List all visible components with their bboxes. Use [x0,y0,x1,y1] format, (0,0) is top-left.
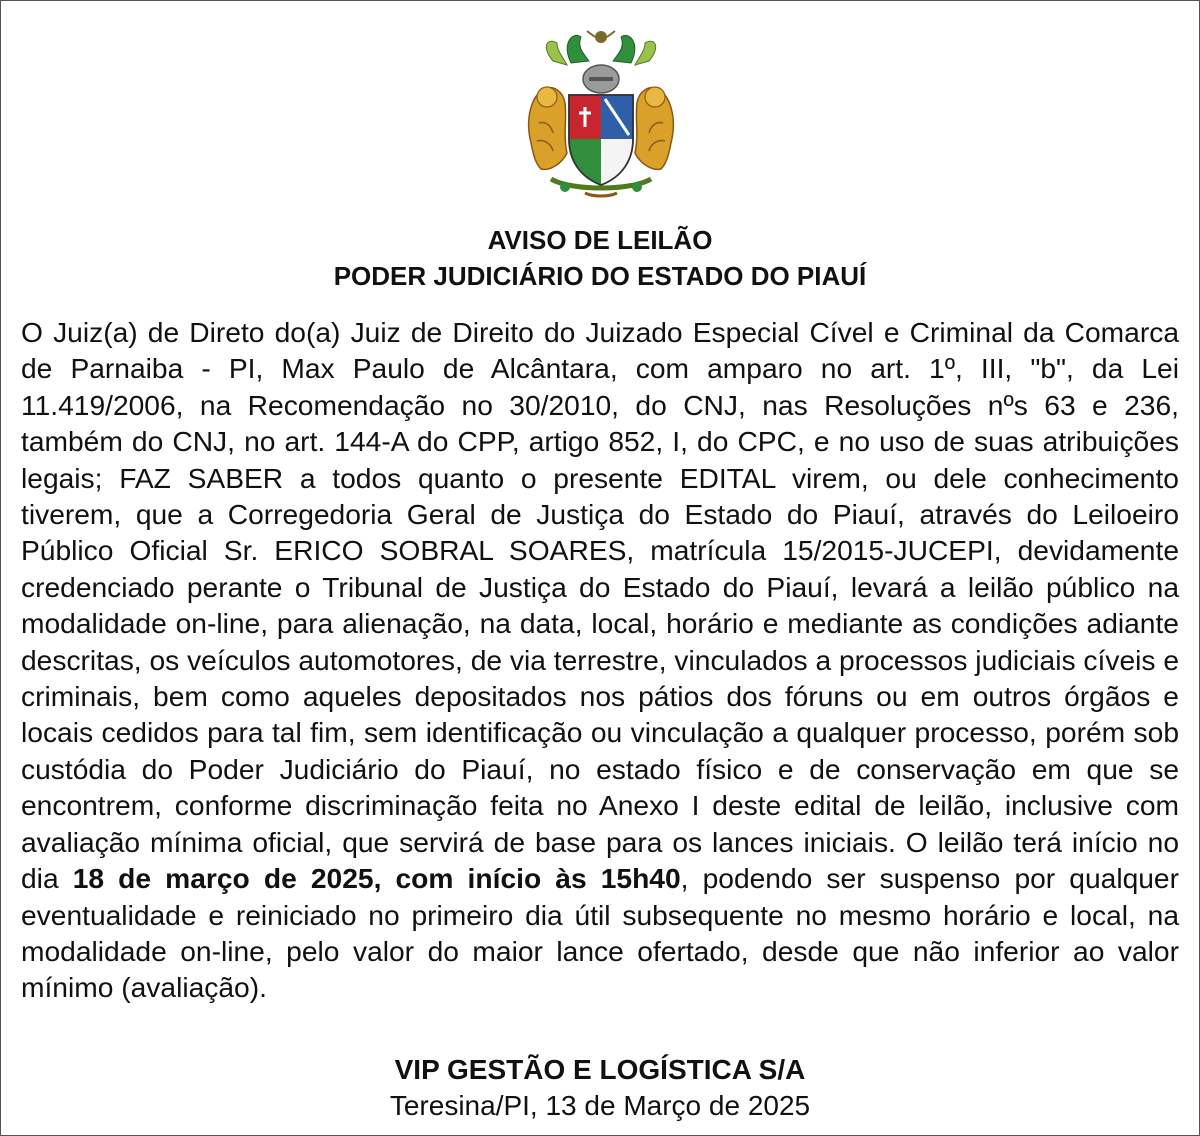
notice-subtitle: PODER JUDICIÁRIO DO ESTADO DO PIAUÍ [333,261,867,291]
coat-of-arms-piaui-icon [501,23,701,203]
notice-body-text: O Juiz(a) de Direto do(a) Juiz de Direito do Juizado Especial Cível e Criminal da Comarca de Parnaiba - PI, Max Paulo de Alcântara, com amparo no art. 1º, III, "b", da Lei 11.419/2006, na Recomendação no 30/2010, do CNJ, nas Resoluções nºs 63 e 236, também do CNJ, no art. 144-A do CPP, artigo 852, I, do CPC, e no uso de suas atribuições legais; FAZ SABER a todos quanto o presente EDITAL virem, ou dele conhecimento tiverem, que a Corregedoria Geral de Justiça do Estado do Piauí, através do Leiloeiro Público Oficial Sr. ERICO SOBRAL SOARES, matrícula 15/2015-JUCEPI, devidamente credenciado perante o Tribunal de Justiça do Estado do Piauí, levará a leilão público na modalidade on-line, para alienação, na data, local, horário e mediante as condições adiante descritas, os veículos automotores, de via terrestre, vinculados a processos judiciais cíveis e criminais, bem como aqueles depositados nos pátios dos fóruns ou em outros órgãos e locais cedidos para tal fim, sem identificação ou vinculação a qualquer processo, porém sob custódia do Poder Judiciário do Piauí, no estado físico e de conservação em que se encontrem, conforme discriminação feita no Anexo I deste edital de leilão, inclusive com avaliação mínima oficial, que servirá de base para os lances iniciais. O leilão terá início no dia [21,316,1179,895]
company-name: VIP GESTÃO E LOGÍSTICA S/A [394,1054,806,1085]
notice-body-text-continued: , podendo ser suspenso por qualquer eventualidade e reiniciado no primeiro dia útil subsequente no mesmo horário e local, na modalidade on-line, pelo valor do maior lance ofertado, desde que não inferior ao valor mínimo (avaliação). [21,862,1179,1004]
notice-body [21,314,1179,1006]
place-and-date: Teresina/PI, 13 de Março de 2025 [389,1090,811,1121]
notice-title: AVISO DE LEILÃO [487,225,713,255]
auction-date-highlight: 18 de março de 2025, com início às 15h40 [72,862,681,895]
